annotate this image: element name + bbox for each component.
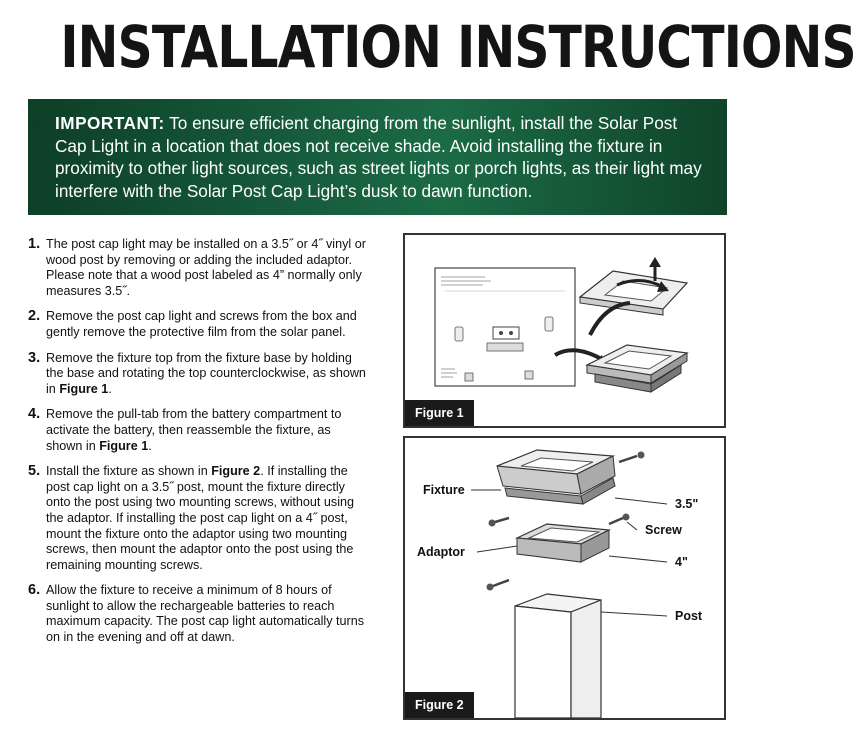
lift-arrow-icon: [649, 257, 661, 267]
step-text: Remove the post cap light and screws from the box and gently remove the protective film from the solar panel.: [46, 309, 357, 339]
step-number: 5.: [28, 463, 41, 480]
step-number: 3.: [28, 349, 41, 366]
screw-icon: [489, 518, 510, 527]
step-number: 2.: [28, 308, 41, 325]
important-label: IMPORTANT:: [55, 113, 165, 133]
figure-2-illustration: [405, 438, 724, 718]
screw-icon: [619, 452, 645, 463]
figure-1: [403, 233, 726, 428]
callout-screw: Screw: [645, 523, 682, 537]
step-2: [28, 309, 368, 340]
step-5: [28, 464, 368, 573]
step-number: 4.: [28, 406, 41, 423]
step-3: [28, 351, 368, 398]
important-banner: [28, 99, 727, 215]
step-number: 6.: [28, 582, 41, 599]
step-text-end: .: [148, 438, 152, 453]
step-text-end: . If installing the post cap light on a 3.5˝ post, mount the fixture directly onto the post using two mounting screws, without using the adaptor. If installing the post cap light on a 4˝ post, mount the fixture onto the adaptor using two mounting screws, then mount the adaptor onto the post using the remaining mounting screws.: [46, 464, 355, 572]
step-1: [28, 237, 368, 299]
step-text: The post cap light may be installed on a 3.5˝ or 4˝ vinyl or wood post by removing or adding the included adaptor. Please note that a wood post labeled as 4” normally only measures 3.5˝.: [46, 237, 366, 298]
callout-3-5: 3.5": [675, 497, 699, 511]
callout-adaptor: Adaptor: [417, 545, 465, 559]
screw-icon: [487, 580, 510, 591]
step-6: [28, 583, 368, 645]
step-text: Allow the fixture to receive a minimum of 8 hours of sunlight to allow the rechargeable batteries to reach maximum capacity. The post cap light automatically turns on in the evening and off at dawn.: [46, 583, 365, 645]
important-text: To ensure efficient charging from the sunlight, install the Solar Post Cap Light in a location that does not receive shade. Avoid installing the fixture in proximity to other light sources, such as street lights or porch lights, as their light may interfere with the Solar Post Cap Light’s dusk to dawn function.: [55, 113, 702, 201]
step-text: Remove the fixture top from the fixture base by holding the base and rotating the top counterclockwise, as shown in: [46, 350, 366, 396]
callout-fixture: Fixture: [423, 483, 465, 497]
callout-4: 4": [675, 555, 688, 569]
step-number: 1.: [28, 236, 41, 252]
figure-1-label: Figure 1: [405, 400, 474, 426]
step-text-end: .: [108, 381, 112, 396]
step-4: [28, 407, 368, 454]
figure-reference: Figure 1: [99, 438, 149, 453]
figure-reference: Figure 2: [211, 464, 261, 479]
screw-icon: [609, 514, 630, 525]
figure-1-illustration: [405, 235, 724, 426]
step-text: Remove the pull-tab from the battery compartment to activate the battery, then reassemble the fixture, as shown in: [46, 407, 342, 453]
page-title: INSTALLATION INSTRUCTIONS: [60, 13, 856, 81]
callout-post: Post: [675, 609, 703, 623]
figure-2-label: Figure 2: [405, 692, 474, 718]
figure-2: [403, 436, 726, 720]
step-text: Install the fixture as shown in: [46, 464, 212, 479]
instruction-steps: [28, 237, 368, 656]
battery-compartment: [493, 327, 519, 339]
figure-reference: Figure 1: [59, 381, 109, 396]
